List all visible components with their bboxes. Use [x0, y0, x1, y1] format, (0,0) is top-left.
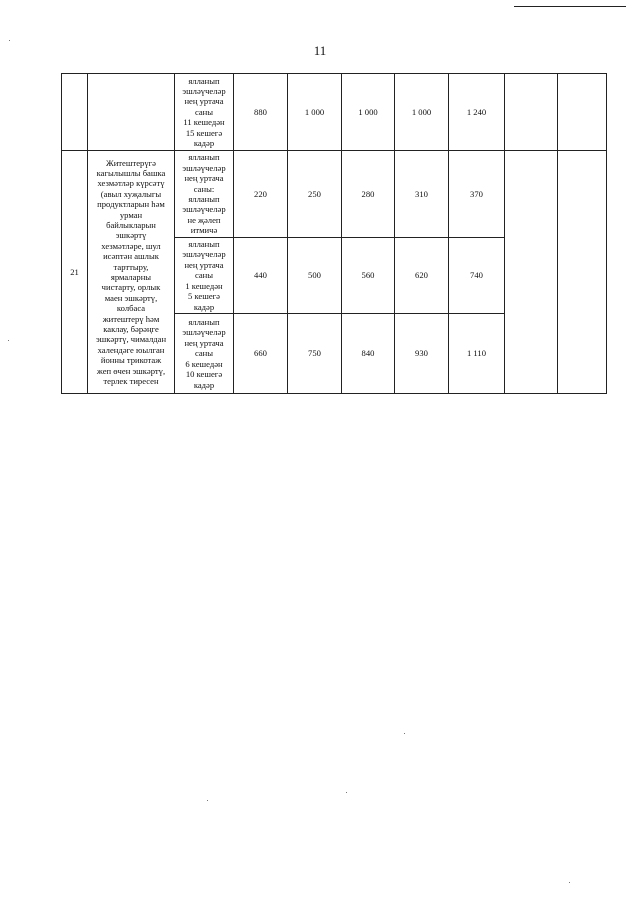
table-cell: 280: [342, 151, 395, 238]
table-row: [62, 151, 607, 238]
table-cell: 220: [234, 151, 288, 238]
table-cell: 310: [395, 151, 449, 238]
table-cell: 1 240: [449, 74, 505, 151]
service-description: Житештерүгә кагылышлы башка хезмәтләр күрсәтү (авыл хуҗалыгы продуктларын һәм урман байлыкларын эшкәртү хезмәтләре, шул исәптән ашлык тарттыру, ярмаларны чистарту, орлык маен эшкәртү, колбаса житештерү һәм каклау, бәрәңге эшкәртү, чималдан халендәге юылган йонны трикотаж жеп өчен эшкәртү, терлек тиресен: [88, 151, 175, 394]
table-cell: 840: [342, 314, 395, 394]
table-cell: 660: [234, 314, 288, 394]
scan-speck: [569, 882, 570, 883]
table-cell: 440: [234, 238, 288, 314]
table-cell: 1 110: [449, 314, 505, 394]
page-number: 11: [313, 43, 327, 58]
scan-speck: [8, 340, 9, 341]
tier-label: ялланып эшләүчеләр нең уртача саны 1 кешедән 5 кешегә кадәр: [175, 238, 234, 314]
tariff-table: [61, 73, 607, 394]
table-cell: [505, 74, 558, 151]
tier-label: ялланып эшләүчеләр нең уртача саны 11 кешедән 15 кешегә кадәр: [175, 74, 234, 151]
table-cell: 500: [288, 238, 342, 314]
table-cell: 880: [234, 74, 288, 151]
table-cell: 1 000: [288, 74, 342, 151]
service-description: [88, 74, 175, 151]
table-cell: [558, 74, 607, 151]
table-cell: 740: [449, 238, 505, 314]
table-cell: [505, 151, 558, 394]
scan-speck: [346, 792, 347, 793]
row-number: [62, 74, 88, 151]
table-cell: [558, 151, 607, 394]
scan-speck: [207, 800, 208, 801]
scan-speck: [404, 733, 405, 734]
table-cell: 1 000: [342, 74, 395, 151]
header-rule: [514, 6, 626, 7]
row-number: 21: [62, 151, 88, 394]
table-cell: 930: [395, 314, 449, 394]
table-cell: 560: [342, 238, 395, 314]
table-cell: 1 000: [395, 74, 449, 151]
table-row: [62, 74, 607, 151]
tier-label: ялланып эшләүчеләр нең уртача саны 6 кешедән 10 кешегә кадәр: [175, 314, 234, 394]
table-cell: 370: [449, 151, 505, 238]
tier-label: ялланып эшләүчеләр нең уртача саны: ялланып эшләүчеләр не җәлеп итмичә: [175, 151, 234, 238]
table-cell: 620: [395, 238, 449, 314]
scan-speck: [9, 40, 10, 41]
table-cell: 750: [288, 314, 342, 394]
table-cell: 250: [288, 151, 342, 238]
